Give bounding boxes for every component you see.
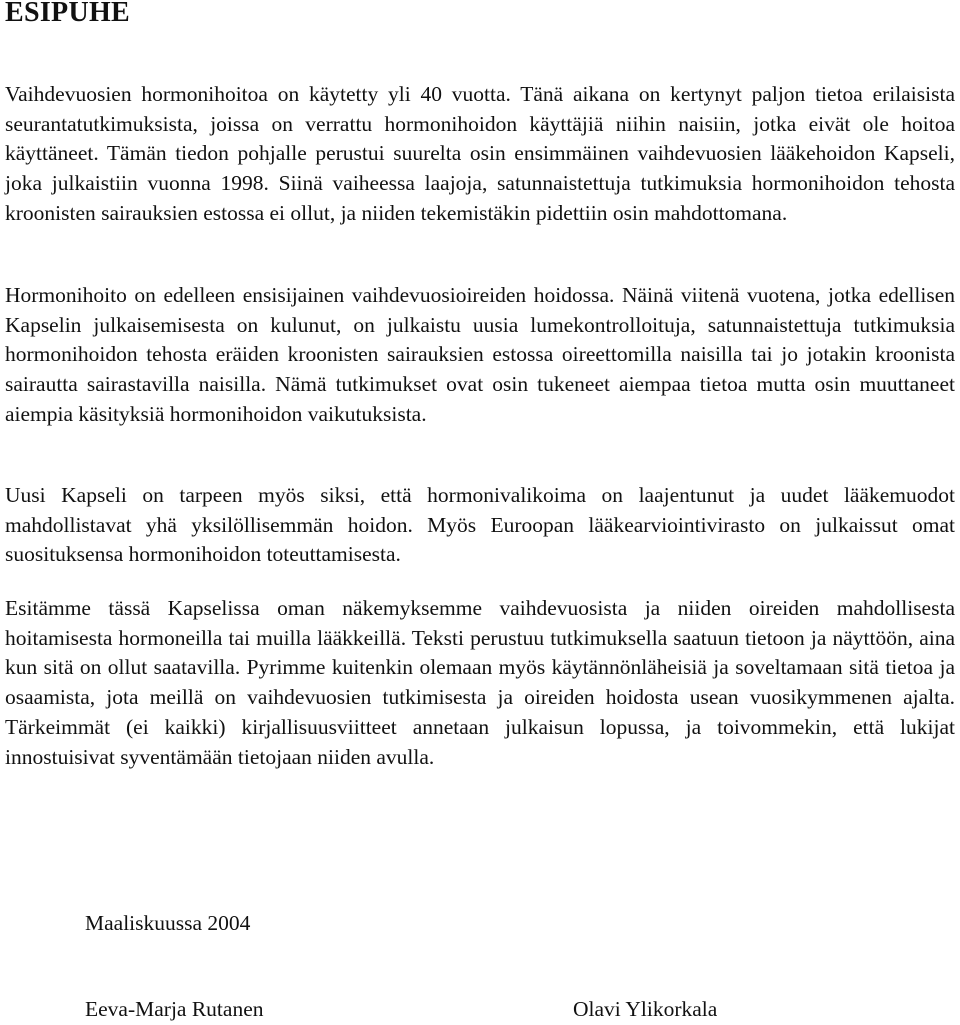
paragraph-4: Esitämme tässä Kapselissa oman näkemyksemme vaihdevuosista ja niiden oireiden mahdollisesta hoitamisesta hormoneilla tai muilla lääkkeillä. Teksti perustuu tutkimuksella saatuun tietoon ja näyttöön, aina kun sitä on ollut saatavilla. Pyrimme kuitenkin olemaan myös käytännönläheisiä ja soveltamaan sitä tietoa ja osaamista, jota meillä on vaihdevuosien tutkimisesta ja oireiden hoidosta usean vuosikymmenen ajalta. Tärkeimmät (ei kaikki) kirjallisuusviitteet annetaan julkaisun lopussa, ja toivommekin, että lukijat innostuisivat syventämään tietojaan niiden avulla. [5, 596, 955, 769]
paragraph-1: Vaihdevuosien hormonihoitoa on käytetty yli 40 vuotta. Tänä aikana on kertynyt paljon tietoa erilaisista seurantatutkimuksista, joissa on verrattu hormonihoidon käyttäjiä niihin naisiin, jotka eivät ole hoitoa käyttäneet. Tämän tiedon pohjalle perustui suurelta osin ensimmäinen vaihdevuosien lääkehoidon Kapseli, joka julkaistiin vuonna 1998. Siinä vaiheessa laajoja, satunnaistettuja tutkimuksia hormonihoidon tehosta kroonisten sairauksien estossa ei ollut, ja niiden tekemistäkin pidettiin osin mahdottomana. [5, 82, 955, 225]
page-title: ESIPUHE [5, 0, 131, 28]
paragraph-2: Hormonihoito on edelleen ensisijainen vaihdevuosioireiden hoidossa. Näinä viitenä vuotena, jotka edellisen Kapselin julkaisemisesta on kulunut, on julkaistu uusia lumekontrolloituja, satunnaistettuja tutkimuksia hormonihoidon tehosta eräiden kroonisten sairauksien estossa oireettomilla naisilla tai jo jotakin kroonista sairautta sairastavilla naisilla. Nämä tutkimukset ovat osin tukeneet aiempaa tietoa mutta osin muuttaneet aiempia käsityksiä hormonihoidon vaikutuksista. [5, 283, 955, 426]
signature-left: Eeva-Marja Rutanen [85, 997, 264, 1021]
signature-right: Olavi Ylikorkala [573, 997, 718, 1021]
paragraph-3: Uusi Kapseli on tarpeen myös siksi, että hormonivalikoima on laajentunut ja uudet lääkemuodot mahdollistavat yhä yksilöllisemmän hoidon. Myös Euroopan lääkearviointivirasto on julkaissut omat suosituksensa hormonihoidon toteuttamisesta. [5, 483, 955, 567]
date-line: Maaliskuussa 2004 [85, 911, 251, 935]
